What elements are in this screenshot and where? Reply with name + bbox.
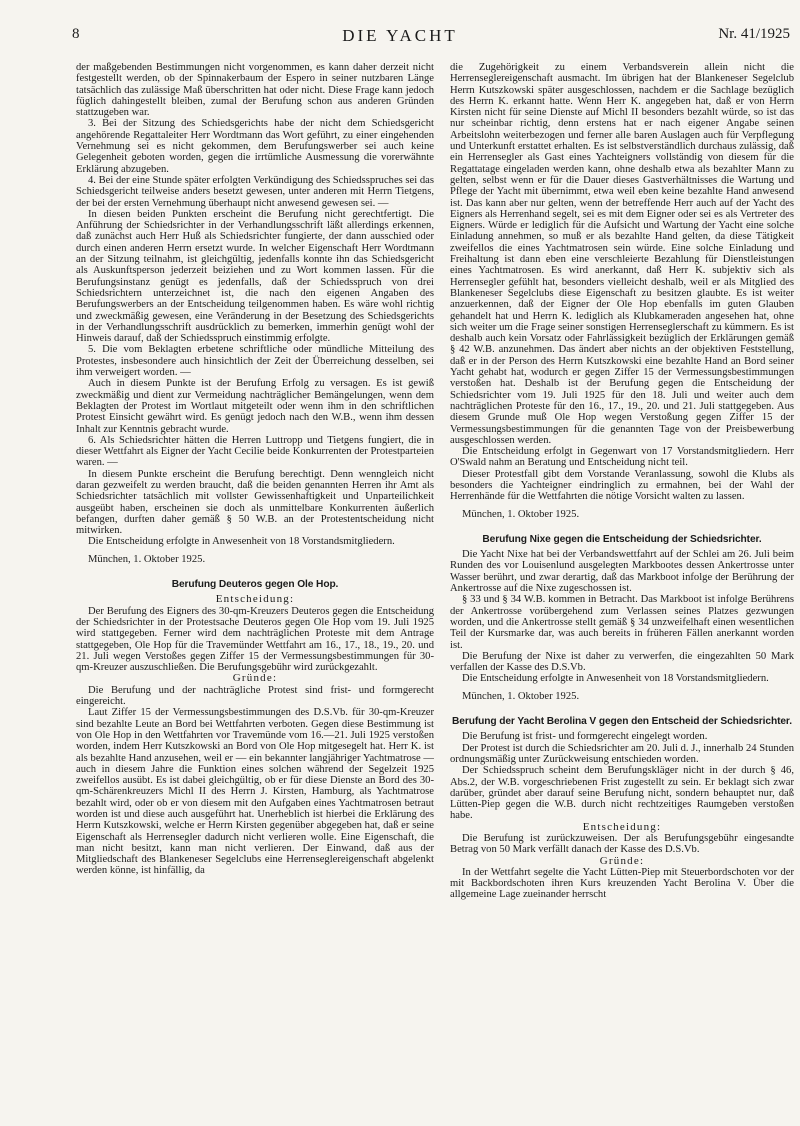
paragraph: 6. Als Schiedsrichter hätten die Herren Luttropp und Tietgens fungiert, die in dieser Wettfahrt als Eigner der Yacht Cecilie beide Konkurrenten der Protestparteien waren. — <box>76 434 434 469</box>
paragraph: 5. Die vom Beklagten erbetene schriftliche oder mündliche Mitteilung des Protestes, insbesondere auch hinsichtlich der Zeit der Überreichung desselben, sei ihm verweigert worden. — <box>76 344 434 379</box>
section-heading: Berufung der Yacht Berolina V gegen den Entscheid der Schiedsrichter. <box>452 716 792 728</box>
issue-number: Nr. 41/1925 <box>718 26 790 42</box>
page-number: 8 <box>72 26 80 42</box>
paragraph: Der Berufung des Eigners des 30-qm-Kreuzers Deuteros gegen die Entscheidung der Schiedsrichter in der Protestsache Deuteros gegen Ole Hop vom 19. Juli 1925 wird stattgegeben. Ferner wird dem nachträglichen Proteste mit dem Antrage stattgegeben, Ole Hop für die Travemünder Wettfahrt am 16., 17., 18., 19., 20. und 21. Juli wegen Verstoßes gegen Ziffer 15 der Vermessungsbestimmungen für 30-qm-Kreuzer auszuschließen. Die Berufungsgebühr wird zurückgezahlt. <box>76 605 434 674</box>
paragraph: In diesen beiden Punkten erscheint die Berufung nicht gerechtfertigt. Die Anführung der Schiedsrichter in der Verhandlungsschrift läßt allerdings erkennen, daß zunächst auch Herr Huß als Schiedsrichter fungierte, der dann ausschied oder durch einen anderen Herrn ersetzt wurde. In welcher Eigenschaft Herr Wordtmann an der Sitzung teilnahm, ist gleichgültig, jedenfalls konnte ihn das Schiedsgericht als Auskunftsperson jederzeit beiziehen und zu Wort kommen lassen. Für die Berufungsinstanz genügt es jedenfalls, daß der Schiedsspruch von drei Schiedsrichtern unterzeichnet ist, die nach den eigenen Angaben des Berufungswerbers an der Entscheidung teilgenommen haben. Es wäre wohl richtig und zweckmäßig gewesen, eine Veränderung in der Besetzung des Schiedsgerichts in der Verhandlungsschrift ausdrücklich zu bemerken, immerhin genügt wohl der Hinweis darauf, daß der Schiedsspruch einstimmig erfolgte. <box>76 208 434 345</box>
paragraph: Auch in diesem Punkte ist der Berufung Erfolg zu versagen. Es ist gewiß zweckmäßig und dient zur Vermeidung nachträglicher Bemängelungen, wenn dem Beklagten der Protest im Wortlaut mitgeteilt oder wenn ihm in den schriftlichen Protest Einsicht gewährt wird. Es genügt jedoch nach den W.B., wenn ihm dessen Inhalt zur Kenntnis gebracht wurde. <box>76 378 434 435</box>
paragraph: Laut Ziffer 15 der Vermessungsbestimmungen des D.S.Vb. für 30-qm-Kreuzer sind bezahlte Leute an Bord bei Wettfahrten verboten. Gegen diese Bestimmung ist von Ole Hop in den Wettfahrten vor Travemünde vom 16.—21. Juli 1925 verstoßen worden, indem Herr Kutszkowski an Bord von Ole Hop mitgesegelt hat. Herr K. ist als bezahlte Hand anzusehen, weil er — ein bekannter langjähriger Yachtmatrose — auch in diesem Jahre die Funktion eines solchen während der Segelzeit 1925 zweifellos ausübt. Es ist dabei gleichgültig, ob er für diese Dienste an Bord des 30-qm-Schärenkreuzers Michl II des Herrn J. Kirsten, Hamburg, als Yachtmatrose bezahlt wird, oder ob er von diesem mit den Aufgaben eines Yachtmatrosen betraut worden ist und diese auch ausgeführt hat. Unerheblich ist hierbei die Erklärung des Herrn Kutszkowski, welche er Herrn Kirsten gegenüber abgegeben hat, daß er seine Eigenschaft als Herrensegler dadurch nicht verlieren wolle. Eine Eigenschaft, die man nicht besitzt, kann man nicht verlieren. Der Einwand, daß aus der Mitgliedschaft des Blankeneser Segelclubs eine Herrenseglereigenschaft abgelenkt werden könne, ist hinfällig, da <box>76 707 434 877</box>
paragraph: 3. Bei der Sitzung des Schiedsgerichts habe der nicht dem Schiedsgericht angehörende Regattaleiter Herr Wordtmann das Wort geführt, zu einer eingehenden Vernehmung sei es nicht gekommen, dem Berufungswerber sei auch keine Gelegenheit geboten worden, gegen die irrtümliche Ausmessung die vorerwähnte Erklärung abzugeben. <box>76 118 434 175</box>
subheading-gruende: Gründe: <box>599 854 645 867</box>
paragraph: Der Protest ist durch die Schiedsrichter am 20. Juli d. J., innerhalb 24 Stunden ordnungsmäßig unter Zurückweisung entschieden worden. <box>450 742 794 765</box>
paragraph: Dieser Protestfall gibt dem Vorstande Veranlassung, sowohl die Klubs als besonders die Yachteigner eindringlich zu ermahnen, bei der Wahl der Herrenhände für die Wettfahrten die nötige Vorsicht walten zu lassen. <box>450 468 794 503</box>
paragraph: Die Berufung und der nachträgliche Protest sind frist- und formgerecht eingereicht. <box>76 684 434 708</box>
paragraph: Der Schiedsspruch scheint dem Berufungskläger nicht in der durch § 46, Abs.2, der W.B. vorgeschriebenen Frist zugestellt zu sein. Er beklagt sich zwar darüber, gründet aber darauf seine Berufung nicht, sondern behauptet nur, daß Lütten-Piep gegen die W.B. durch nicht rechtzeitiges Raumgeben verstoßen habe. <box>450 765 794 822</box>
paragraph: Die Entscheidung erfolgte in Anwesenheit von 18 Vorstandsmitgliedern. <box>462 673 769 685</box>
date-line: München, 1. Oktober 1925. <box>88 553 206 565</box>
page-header <box>0 26 800 50</box>
paragraph: Die Berufung ist frist- und formgerecht eingelegt worden. <box>462 731 708 743</box>
paragraph: In diesem Punkte erscheint die Berufung berechtigt. Denn wenngleich nicht daran gezweifelt zu werden braucht, daß die beiden genannten Herren ihr Amt als Schiedsrichter tatsächlich mit vollster Gewissenhaftigkeit und Unparteilichkeit ausgeübt haben, erscheinen sie doch als unmittelbare Konkurrenten äußerlich befangen, durften daher gemäß § 50 W.B. an der Protestentscheidung nicht mitwirken. <box>76 468 434 537</box>
left-column <box>76 62 434 1118</box>
paragraph: Die Entscheidung erfolgte in Anwesenheit von 18 Vorstandsmitgliedern. <box>88 536 395 548</box>
paragraph: Die Entscheidung erfolgt in Gegenwart von 17 Vorstandsmitgliedern. Herr O'Swald nahm an Beratung und Entscheidung nicht teil. <box>450 446 794 469</box>
section-heading: Berufung Deuteros gegen Ole Hop. <box>171 579 339 591</box>
paragraph: In der Wettfahrt segelte die Yacht Lütten-Piep mit Steuerbordschoten vor der mit Backbordschoten ihren Kurs kreuzenden Yacht Berolina V. Über die allgemeine Lage zueinander herrscht <box>450 866 794 901</box>
paragraph: Die Berufung der Nixe ist daher zu verwerfen, die eingezahlten 50 Mark verfallen der Kasse des D.S.Vb. <box>450 650 794 674</box>
subheading-gruende: Gründe: <box>232 672 278 685</box>
right-column <box>450 62 794 1118</box>
paragraph: Die Berufung ist zurückzuweisen. Der als Berufungsgebühr eingesandte Betrag von 50 Mark verfällt danach der Kasse des D.S.Vb. <box>450 833 794 856</box>
paragraph: der maßgebenden Bestimmungen nicht vorgenommen, es kann daher derzeit nicht festgestellt werden, ob der Spinnakerbaum der Espero in seiner nutzbaren Länge tatsächlich das zulässige Maß überschritten hat oder nicht. Diese Frage kann jedoch füglich dahingestellt bleiben, zumal der Berufung schon aus anderen Gründen stattzugeben war. <box>76 62 434 119</box>
date-line: München, 1. Oktober 1925. <box>462 690 580 702</box>
date-line: München, 1. Oktober 1925. <box>462 508 580 520</box>
magazine-title: DIE YACHT <box>342 26 458 45</box>
paragraph: die Zugehörigkeit zu einem Verbandsverein allein nicht die Herrenseglereigenschaft ausmacht. Im übrigen hat der Blankeneser Segelclub Herrn Kutszkowski später ausgeschlossen, nachdem er die Sachlage bezüglich des Herrn K. erkannt hatte. Wenn Herr K. angegeben hat, daß er von Herrn Kirsten nicht für seine Dienste auf Michl II besonders bezahlt würde, so ist das nur scheinbar richtig, denn erstens hat er nach eigener Angabe seinen Arbeitslohn weiterbezogen und ferner alle baren Auslagen auch für Verpflegung und Unterkunft erstattet erhalten. Es ist selbstverständlich durchaus zulässig, daß ein Herrensegler als Gast eines Yachteigners vollständig von diesem für die Regattatage eingeladen werden kann, ohne deshalb etwa als bezahlter Mann zu gelten, selbst wenn er für die Dauer dieses Gastverhältnisses die Wartung und Pflege der Yacht mit übernimmt, etwa weil eben keine bezahlte Hand anwesend ist. Das kann aber nur gelten, wenn der betreffende Herr auch auf der Yacht des Eigners als Herrenhand segelt, sei es mit dem Eigner oder sei es als Vertreter des Eigners. Würde er lediglich für die Aufsicht und Wartung der Yacht eine solche Einladung annehmen, so muß er als bezahlte Hand gelten, da diese Tätigkeit zweifellos die eines Yachtmatrosen sein würde. Eine solche Einladung und Freihaltung ist dann eben eine verschleierte Bezahlung für Dienstleistungen eines Yachtmatrosen. Es wird anerkannt, daß Herr K. subjektiv sich als Herrensegler gefühlt hat, besonders vielleicht deshalb, weil er als Mitglied des Blankeneser Segelclubs diese Eigenschaft zu besitzen glaubte. Es ist weiter anzuerkennen, daß der Eigner der Ole Hop ebenfalls im guten Glauben gehandelt hat und Herrn K. lediglich als Klubkameraden angesehen hat, ohne sich weiter um die Frage seiner sonstigen Herrenseglerschaft zu kümmern. Es ist deshalb auch kein Vorsatz oder Fahrlässigkeit bezüglich der Erklärungen gemäß § 42 W.B. anzunehmen. Das ändert aber nichts an der objektiven Feststellung, daß er in der Person des Herrn Kutszkowski eine bezahlte Hand an Bord seiner Yacht gehabt hat, wodurch er gegen Ziffer 15 der Vermessungsbestimmungen verstoßen hat. Deshalb ist der Berufung gegen die Entscheidung der Schiedsrichter vom 19. Juli 1925 für den 18. Juli und weiter auch dem nachträglichen Proteste für den 16., 17., 19., 20. und 21. Juli stattgegeben. Aus diesem Grunde muß Ole Hop wegen Verstoßung gegen Ziffer 15 der Vermessungsbestimmungen für die genannten Tage von der Preisbewerbung ausgeschlossen werden. <box>450 62 794 446</box>
section-heading: Berufung Nixe gegen die Entscheidung der Schiedsrichter. <box>482 533 762 545</box>
subheading-entscheidung: Entscheidung: <box>582 820 662 833</box>
paragraph: § 33 und § 34 W.B. kommen in Betracht. Das Markboot ist infolge Berührens der Ankertrosse vorübergehend zum Verlassen seines Platzes gezwungen worden, und die Ankertrosse stellt gemäß § 34 unzweifelhaft einen wesentlichen Teil der Kursmarke dar, was auch bereits in früheren Fällen anerkannt worden ist. <box>450 594 794 651</box>
paragraph: Die Yacht Nixe hat bei der Verbandswettfahrt auf der Schlei am 26. Juli beim Runden des vor Louisenlund ausgelegten Markbootes dessen Ankertrosse unter Wasser berührt, und zwar derartig, daß das Markboot infolge der Berührung der Ankertrosse auf die Nixe zugeschossen ist. <box>450 549 794 595</box>
subheading-entscheidung: Entscheidung: <box>215 593 295 606</box>
paragraph: 4. Bei der eine Stunde später erfolgten Verkündigung des Schiedsspruches sei das Schiedsgericht teilweise anders besetzt gewesen, unter anderen mit Herrn Tietgens, der bei der ersten Vernehmung überhaupt nicht anwesend gewesen sei. — <box>76 174 434 209</box>
